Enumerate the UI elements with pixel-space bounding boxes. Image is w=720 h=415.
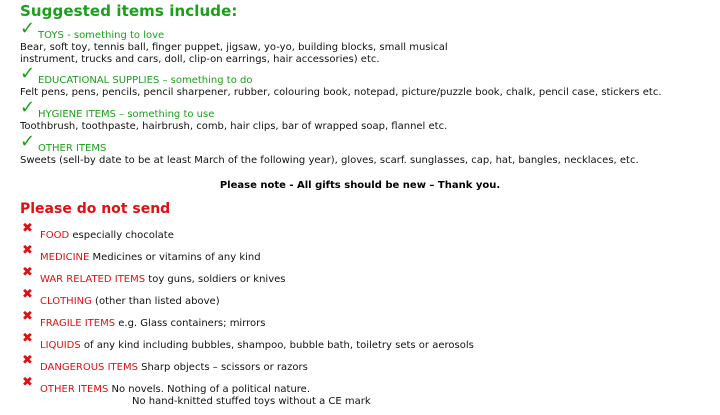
cross-icon: ✖ — [22, 243, 33, 258]
category-body: Sweets (sell-by date to be at least March of the following year), gloves, scarf. sunglasses, cap, hat, bangles, necklaces, etc. — [20, 155, 639, 166]
cross-icon: ✖ — [22, 309, 33, 324]
category-body: Felt pens, pens, pencils, pencil sharpener, rubber, colouring book, notepad, picture/puzzle book, chalk, pencil case, stickers etc. — [20, 87, 662, 98]
do-not-send-item-food — [22, 221, 712, 246]
check-icon: ✓ — [20, 131, 36, 152]
new-gifts-note: Please note - All gifts should be new – Thank you. — [219, 180, 501, 191]
item-description: Sharp objects – scissors or razors — [137, 362, 308, 373]
item-description: (other than listed above) — [91, 296, 220, 307]
cross-icon: ✖ — [22, 221, 33, 236]
item-description-line2: No hand-knitted stuffed toys without a CE mark — [132, 396, 371, 407]
item-title: FOOD — [40, 230, 70, 241]
item-title: MEDICINE — [40, 252, 90, 263]
cross-icon: ✖ — [22, 353, 33, 368]
do-not-send-item-dangerous — [22, 353, 712, 378]
item-description: of any kind including bubbles, shampoo, bubble bath, toiletry sets or aerosols — [80, 340, 474, 351]
do-not-send-item-medicine — [22, 243, 712, 268]
check-icon: ✓ — [20, 97, 36, 118]
item-description: e.g. Glass containers; mirrors — [115, 318, 266, 329]
category-title: EDUCATIONAL SUPPLIES – something to do — [38, 75, 253, 86]
category-educational-supplies — [20, 63, 710, 99]
cross-icon: ✖ — [22, 287, 33, 302]
item-title: FRAGILE ITEMS — [40, 318, 116, 329]
check-icon: ✓ — [20, 18, 36, 39]
item-title: CLOTHING — [40, 296, 92, 307]
category-title: HYGIENE ITEMS – something to use — [38, 109, 215, 120]
do-not-send-item-liquids — [22, 331, 712, 356]
item-description: No novels. Nothing of a political nature. — [108, 384, 311, 395]
cross-icon: ✖ — [22, 375, 33, 390]
suggested-heading: Suggested items include: — [20, 2, 238, 20]
do-not-send-item-fragile — [22, 309, 712, 334]
category-body: Bear, soft toy, tennis ball, finger puppet, jigsaw, yo-yo, building blocks, small musical instrument, trucks and cars, doll, clip-on earrings, hair accessories) etc. — [20, 42, 448, 65]
category-hygiene-items — [20, 97, 710, 133]
do-not-send-item-other — [22, 375, 712, 412]
category-title: OTHER ITEMS — [38, 143, 107, 154]
item-title: WAR RELATED ITEMS — [40, 274, 146, 285]
category-body: Toothbrush, toothpaste, hairbrush, comb, hair clips, bar of wrapped soap, flannel etc. — [20, 121, 448, 132]
cross-icon: ✖ — [22, 265, 33, 280]
item-title: OTHER ITEMS — [40, 384, 109, 395]
item-description: Medicines or vitamins of any kind — [89, 252, 261, 263]
check-icon: ✓ — [20, 63, 36, 84]
item-title: LIQUIDS — [40, 340, 81, 351]
cross-icon: ✖ — [22, 331, 33, 346]
category-title: TOYS - something to love — [38, 30, 165, 41]
do-not-send-heading: Please do not send — [20, 201, 171, 217]
item-title: DANGEROUS ITEMS — [40, 362, 138, 373]
do-not-send-item-war-related — [22, 265, 712, 290]
category-other-items — [20, 131, 710, 167]
item-description: especially chocolate — [69, 230, 174, 241]
category-toys — [20, 18, 710, 66]
do-not-send-item-clothing — [22, 287, 712, 312]
item-description: toy guns, soldiers or knives — [145, 274, 286, 285]
